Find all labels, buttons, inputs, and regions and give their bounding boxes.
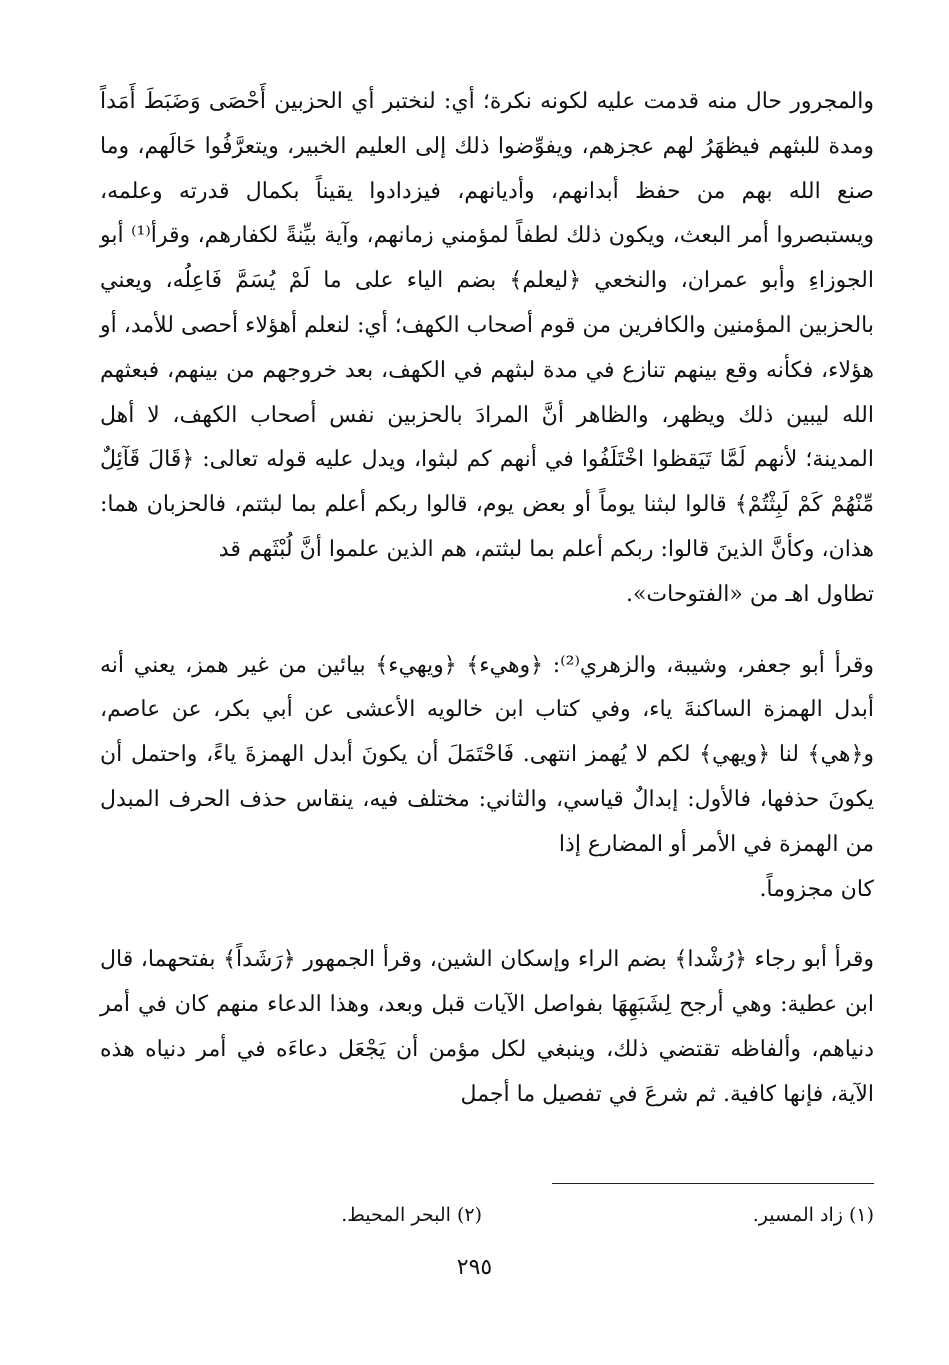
paragraph-3 bbox=[100, 938, 874, 1117]
paragraph-1 bbox=[100, 80, 874, 618]
footnote-1: (١) زاد المسير. bbox=[752, 1204, 874, 1226]
footnote-divider bbox=[552, 1183, 874, 1184]
paragraph-3-text: وقرأ أبو رجاء ﴿رُشْدا﴾ بضم الراء وإسكان الشين، وقرأ الجمهور ﴿رَشَداً﴾ بفتحهما، قال ابن عطية: وهي أرجح لِشَبَهِهَا بفواصل الآيات قبل وبعد، وهذا الدعاء منهم كان في أمر دنياهم، وألفاظه تقتضي ذلك، وينبغي لكل مؤمن أن يَجْعَل دعاءَه في أمر دنياه هذه الآية، فإنها كافية. ثم شرعَ في تفصيل ما أجمل bbox=[100, 947, 874, 1107]
paragraph-2-ending: كان مجزوماً. bbox=[759, 876, 874, 902]
paragraph-1-ending: تطاول اهـ من «الفتوحات». bbox=[625, 581, 874, 607]
paragraph-2-text: وقرأ أبو جعفر، وشيبة، والزهري⁽²⁾: ﴿وهيء﴾ ﴿ويهيء﴾ بيائين من غير همز، يعني أنه أبدل الهمزة الساكنةَ ياء، وفي كتاب ابن خالويه الأعشى عن أبي بكر، عن عاصم، و﴿هي﴾ لنا ﴿ويهي﴾ لكم لا يُهمز انتهى. فَاحْتَمَلَ أن يكونَ أبدل الهمزةَ ياءً، واحتمل أن يكونَ حذفها، فالأول: إبدالٌ قياسي، والثاني: مختلف فيه، ينقاس حذف الحرف المبدل من الهمزة في الأمر أو المضارع إذا bbox=[100, 652, 875, 857]
footnote-2: (٢) البحر المحيط. bbox=[341, 1204, 482, 1226]
page-body bbox=[100, 80, 874, 1118]
paragraph-1-text: والمجرور حال منه قدمت عليه لكونه نكرة؛ أي: لنختبر أي الحزبين أَحْصَى وَضَبَطَ أَمَداً ومدة للبثهم فيظهَرُ لهم عجزهم، ويفوِّضوا ذلك إلى العليم الخبير، ويتعرَّفُوا حَالَهم، وما صنع الله بهم من حفظ أبدانهم، وأديانهم، فيزدادوا يقيناً بكمال قدرته وعلمه، ويستبصروا أمر البعث، ويكون ذلك لطفاً لمؤمني زمانهم، وآية بيِّنةً لكفارهم، وقرأ⁽¹⁾ أبو الجوزاءِ وأبو عمران، والنخعي ﴿ليعلم﴾ بضم الياء على ما لَمْ يُسَمَّ فَاعِلُه، ويعني بالحزبين المؤمنين والكافرين من قوم أصحاب الكهف؛ أي: لنعلم أهؤلاء أحصى للأمد، أو هؤلاء، فكأنه وقع بينهم تنازع في مدة لبثهم في الكهف، بعد خروجهم من بينهم، فبعثهم الله ليبين ذلك ويظهر، والظاهر أنَّ المرادَ بالحزبين نفس أصحاب الكهف، لا أهل المدينة؛ لأنهم لَمَّا تَيَقظوا اخْتَلَفُوا في أنهم كم لبثوا، ويدل عليه قوله تعالى: ﴿قَالَ قَآئِلٌ مِّنْهُمْ كَمْ لَبِثْتُمْ﴾ قالوا لبثنا يوماً أو بعض يوم، قالوا ربكم أعلم بما لبثتم، فالحزبان هما: هذان، وكأنَّ الذينَ قالوا: ربكم أعلم بما لبثتم، هم الذين علموا أنَّ لُبْثَهم قد bbox=[100, 89, 874, 562]
footnotes bbox=[100, 1198, 874, 1238]
paragraph-2 bbox=[100, 644, 874, 913]
page-number: ٢٩٥ bbox=[456, 1255, 493, 1280]
